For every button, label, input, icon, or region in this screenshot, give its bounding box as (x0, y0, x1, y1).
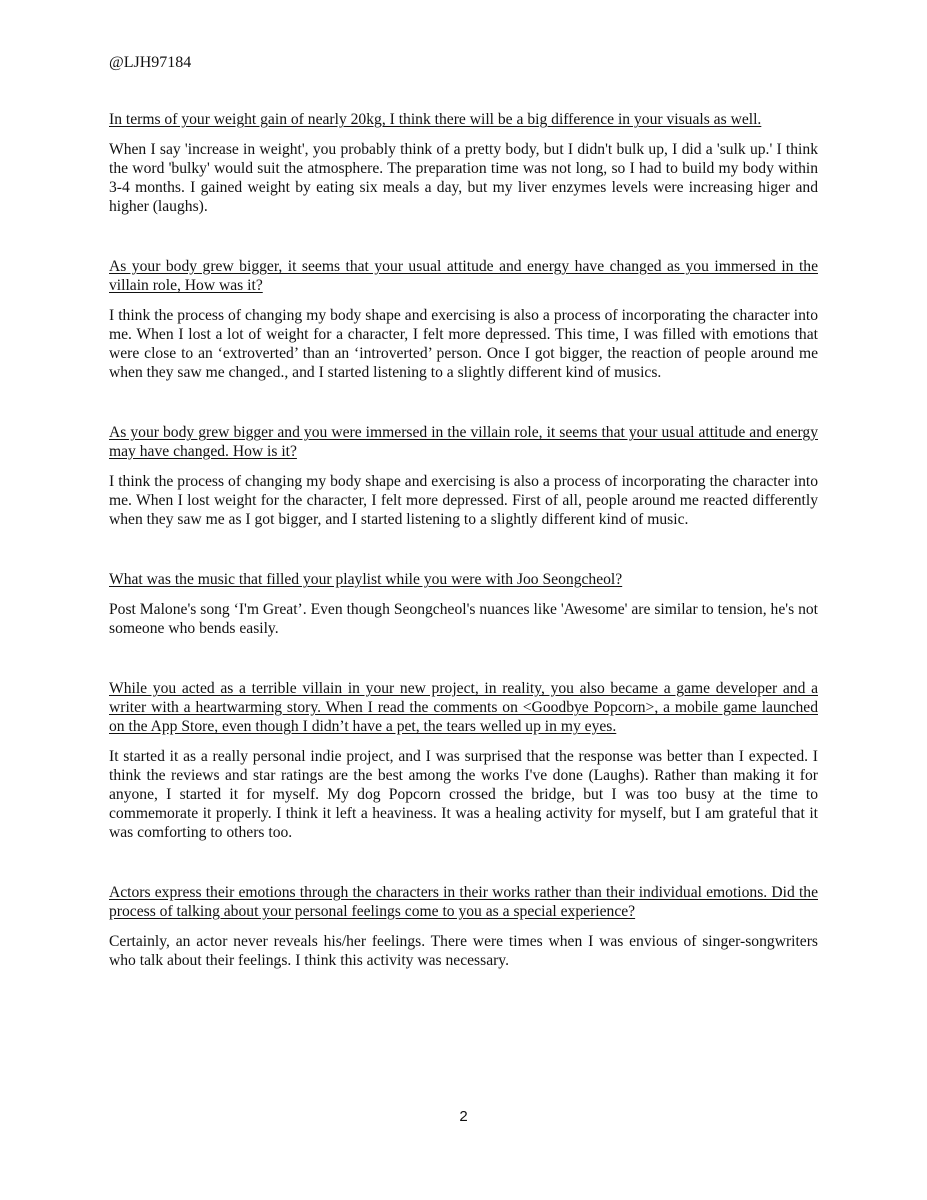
section-spacer (109, 529, 818, 570)
answer-text: It started it as a really personal indie project, and I was surprised that the response was better than I expected. I think the reviews and star ratings are the best among the works I've done (Laughs). Rather than making it for anyone, I started it for myself. My dog Popcorn crossed the bridge, but I was too busy at the time to commemorate it properly. I think it left a heaviness. It was a healing activity for myself, but I am grateful that it was comforting to others too. (109, 748, 818, 841)
page-number: 2 (459, 1108, 468, 1125)
answer-text: I think the process of changing my body shape and exercising is also a process of incorporating the character into me. When I lost a lot of weight for a character, I felt more depressed. This time, I was filled with emotions that were close to an ‘extroverted’ than an ‘introverted’ person. Once I got bigger, the reaction of people around me when they saw me changed., and I started listening to a slightly different kind of musics. (109, 307, 818, 381)
question-text: As your body grew bigger, it seems that your usual attitude and energy have changed as you immersed in the villain role, How was it? (109, 258, 818, 294)
section-spacer (109, 842, 818, 883)
answer-text: Certainly, an actor never reveals his/her feelings. There were times when I was envious of singer-songwriters who talk about their feelings. I think this activity was necessary. (109, 933, 818, 969)
author-handle: @LJH97184 (109, 54, 192, 71)
question-text: While you acted as a terrible villain in your new project, in reality, you also became a game developer and a writer with a heartwarming story. When I read the comments on <Goodbye Popcorn>, a mobile game launched on the App Store, even though I didn’t have a pet, the tears welled up in my eyes. (109, 680, 818, 735)
question-text: Actors express their emotions through the characters in their works rather than their individual emotions. Did the process of talking about your personal feelings come to you as a special experience? (109, 884, 818, 920)
qa-block-5 (109, 679, 818, 842)
question-text: What was the music that filled your playlist while you were with Joo Seongcheol? (109, 571, 623, 588)
qa-block-4 (109, 570, 818, 638)
section-spacer (109, 382, 818, 423)
section-spacer (109, 638, 818, 679)
qa-block-3 (109, 423, 818, 529)
qa-block-2 (109, 257, 818, 382)
interview-body (109, 110, 818, 970)
section-spacer (109, 216, 818, 257)
qa-block-1 (109, 110, 818, 216)
answer-text: I think the process of changing my body shape and exercising is also a process of incorporating the character into me. When I lost weight for the character, I felt more depressed. First of all, people around me reacted differently when they saw me as I got bigger, and I started listening to a slightly different kind of music. (109, 473, 818, 528)
answer-text: Post Malone's song ‘I'm Great’. Even though Seongcheol's nuances like 'Awesome' are similar to tension, he's not someone who bends easily. (109, 601, 818, 637)
question-text: As your body grew bigger and you were immersed in the villain role, it seems that your usual attitude and energy may have changed. How is it? (109, 424, 818, 460)
question-text: In terms of your weight gain of nearly 20kg, I think there will be a big difference in your visuals as well. (109, 111, 762, 128)
answer-text: When I say 'increase in weight', you probably think of a pretty body, but I didn't bulk up, I did a 'sulk up.' I think the word 'bulky' would suit the atmosphere. The preparation time was not long, so I had to build my body within 3-4 months. I gained weight by eating six meals a day, but my liver enzymes levels were increasing higer and higher (laughs). (109, 141, 818, 215)
qa-block-6 (109, 883, 818, 970)
